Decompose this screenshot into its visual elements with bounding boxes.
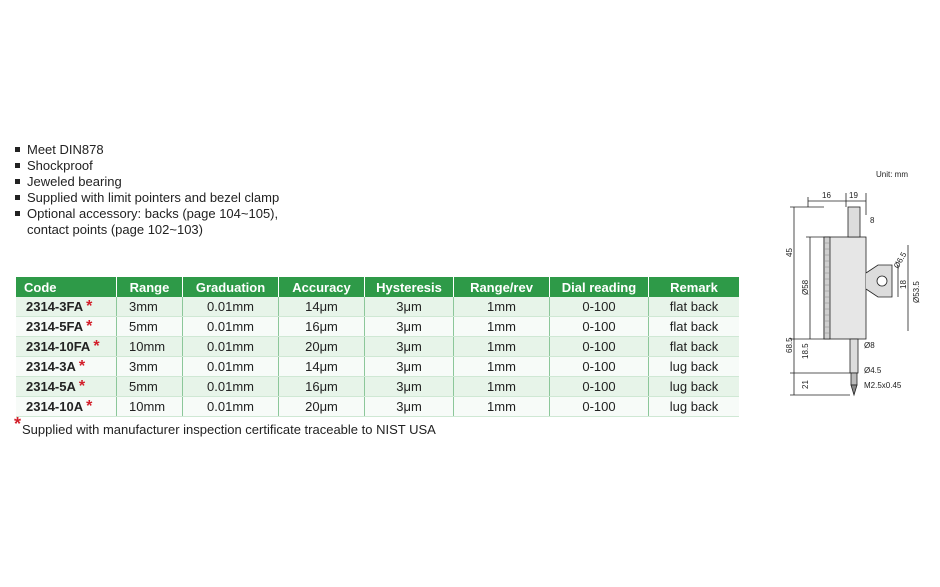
cell-dial-reading: 0-100 — [550, 337, 649, 357]
feature-item: Supplied with limit pointers and bezel clamp — [14, 190, 279, 206]
cell-dial-reading: 0-100 — [550, 397, 649, 417]
cell-accuracy: 16μm — [279, 377, 365, 397]
unit-label: Unit: mm — [876, 170, 908, 179]
cell-range: 5mm — [117, 317, 183, 337]
cell-range-rev: 1mm — [454, 317, 550, 337]
cell-graduation: 0.01mm — [183, 377, 279, 397]
cell-accuracy: 20μm — [279, 337, 365, 357]
cell-range: 10mm — [117, 397, 183, 417]
dim-58: Ø58 — [801, 279, 810, 295]
table-header-row — [16, 277, 739, 297]
cell-accuracy: 20μm — [279, 397, 365, 417]
cell-hysteresis: 3μm — [365, 317, 454, 337]
asterisk-icon: * — [86, 398, 93, 415]
cell-dial-reading: 0-100 — [550, 297, 649, 317]
asterisk-icon: * — [86, 318, 93, 335]
dim-4-5: Ø4.5 — [864, 366, 882, 375]
cell-remark: flat back — [649, 337, 740, 357]
header-code: Code — [16, 277, 117, 297]
certificate-note — [14, 414, 436, 437]
dim-8-stem: Ø8 — [864, 341, 875, 350]
cell-range-rev: 1mm — [454, 397, 550, 417]
cell-accuracy: 16μm — [279, 317, 365, 337]
cell-code: 2314-5FA * — [16, 317, 117, 337]
table-row — [16, 337, 739, 357]
cell-accuracy: 14μm — [279, 357, 365, 377]
table-row — [16, 397, 739, 417]
dim-21: 21 — [801, 380, 810, 389]
cell-code: 2314-10FA * — [16, 337, 117, 357]
cell-remark: flat back — [649, 317, 740, 337]
cell-remark: flat back — [649, 297, 740, 317]
asterisk-icon: * — [78, 378, 86, 395]
cell-range-rev: 1mm — [454, 357, 550, 377]
asterisk-icon: * — [86, 298, 93, 315]
dim-45: 45 — [785, 248, 794, 257]
cell-code: 2314-3FA * — [16, 297, 117, 317]
cell-remark: lug back — [649, 377, 740, 397]
cell-hysteresis: 3μm — [365, 377, 454, 397]
feature-item-continuation: contact points (page 102~103) — [27, 222, 203, 237]
cell-range: 5mm — [117, 377, 183, 397]
cell-range-rev: 1mm — [454, 337, 550, 357]
cell-dial-reading: 0-100 — [550, 317, 649, 337]
asterisk-icon: * — [93, 338, 100, 355]
table-row — [16, 317, 739, 337]
dim-68-5: 68.5 — [785, 337, 794, 353]
header-accuracy: Accuracy — [279, 277, 365, 297]
cell-code: 2314-5A * — [16, 377, 117, 397]
spec-table — [16, 277, 739, 417]
cell-graduation: 0.01mm — [183, 337, 279, 357]
cell-hysteresis: 3μm — [365, 297, 454, 317]
feature-item: Shockproof — [14, 158, 279, 174]
dim-19: 19 — [849, 191, 858, 200]
cell-range-rev: 1mm — [454, 377, 550, 397]
dim-53-5: Ø53.5 — [912, 281, 921, 303]
cell-hysteresis: 3μm — [365, 337, 454, 357]
dial-indicator-drawing — [780, 185, 935, 410]
dim-6-5: Ø6.5 — [891, 250, 909, 270]
header-dial-reading: Dial reading — [550, 277, 649, 297]
header-hysteresis: Hysteresis — [365, 277, 454, 297]
header-range: Range — [117, 277, 183, 297]
cell-hysteresis: 3μm — [365, 397, 454, 417]
dim-8: 8 — [870, 216, 875, 225]
asterisk-icon: * — [78, 358, 86, 375]
cell-dial-reading: 0-100 — [550, 377, 649, 397]
cell-range: 3mm — [117, 297, 183, 317]
table-row — [16, 357, 739, 377]
dim-18-5: 18.5 — [801, 343, 810, 359]
dim-thread: M2.5x0.45 — [864, 381, 902, 390]
cell-graduation: 0.01mm — [183, 297, 279, 317]
cell-graduation: 0.01mm — [183, 397, 279, 417]
feature-item: Optional accessory: backs (page 104~105), — [14, 206, 279, 222]
table-row — [16, 377, 739, 397]
cell-code: 2314-3A * — [16, 357, 117, 377]
header-range-rev: Range/rev — [454, 277, 550, 297]
feature-item: Meet DIN878 — [14, 142, 279, 158]
table-row — [16, 297, 739, 317]
cell-range: 10mm — [117, 337, 183, 357]
cell-hysteresis: 3μm — [365, 357, 454, 377]
dim-16: 16 — [822, 191, 831, 200]
note-text: Supplied with manufacturer inspection certificate traceable to NIST USA — [22, 422, 436, 437]
cell-remark: lug back — [649, 397, 740, 417]
dim-18: 18 — [899, 280, 908, 289]
cell-code: 2314-10A * — [16, 397, 117, 417]
cell-dial-reading: 0-100 — [550, 357, 649, 377]
cell-graduation: 0.01mm — [183, 317, 279, 337]
cell-accuracy: 14μm — [279, 297, 365, 317]
cell-range: 3mm — [117, 357, 183, 377]
feature-item: Jeweled bearing — [14, 174, 279, 190]
cell-graduation: 0.01mm — [183, 357, 279, 377]
header-remark: Remark — [649, 277, 740, 297]
cell-range-rev: 1mm — [454, 297, 550, 317]
header-graduation: Graduation — [183, 277, 279, 297]
cell-remark: lug back — [649, 357, 740, 377]
feature-list — [14, 142, 279, 238]
asterisk-icon: * — [14, 414, 22, 434]
